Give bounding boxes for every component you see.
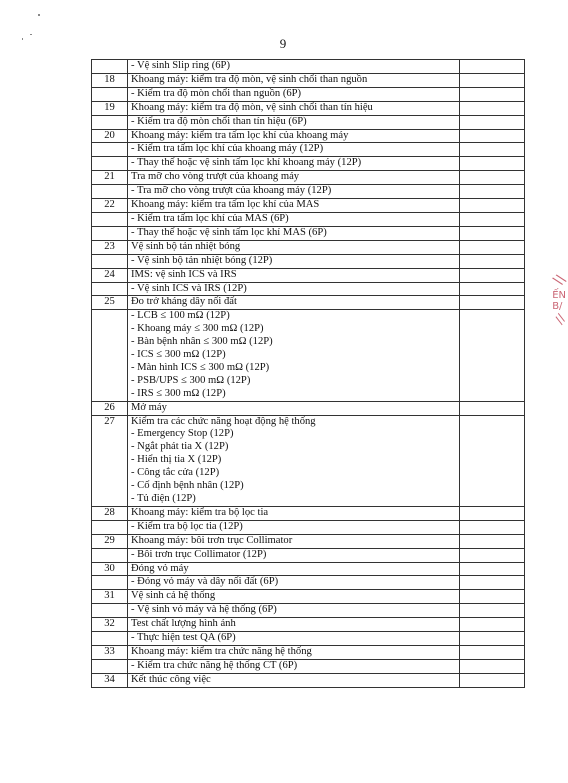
task-description [128,129,460,143]
table-row [92,60,525,74]
task-description [128,604,460,618]
table-row [92,618,525,632]
row-number [92,520,128,534]
task-description [128,240,460,254]
task-line: - Cố định bệnh nhân (12P) [131,480,244,492]
task-line: - Màn hình ICS ≤ 300 mΩ (12P) [131,361,270,373]
stamp-fragment: \\ [550,270,568,290]
row-number: 29 [92,534,128,548]
notes-cell [460,143,525,157]
task-line: - Kiểm tra tấm lọc khí của khoang máy (12P) [131,143,324,155]
task-description [128,534,460,548]
table-row [92,73,525,87]
notes-cell [460,645,525,659]
task-line: Khoang máy: bôi trơn trục Collimator [131,534,293,546]
row-number: 28 [92,506,128,520]
task-line: - Kiểm tra độ mòn chổi than nguồn (6P) [131,87,302,99]
notes-cell [460,632,525,646]
table-row [92,254,525,268]
task-line: - Thực hiện test QA (6P) [131,632,236,644]
scan-speck [22,38,23,40]
row-number: 26 [92,401,128,415]
table-row [92,645,525,659]
task-description [128,254,460,268]
task-line: Khoang máy: kiểm tra bộ lọc tia [131,506,269,518]
table-row [92,673,525,687]
task-line: - Kiểm tra chức năng hệ thống CT (6P) [131,659,298,671]
notes-cell [460,506,525,520]
table-row [92,212,525,226]
task-line: Đóng vỏ máy [131,562,189,574]
table-row [92,576,525,590]
scan-speck [38,14,40,16]
maintenance-checklist-table [91,59,525,688]
task-description [128,212,460,226]
table-row [92,143,525,157]
table-row [92,185,525,199]
table-row [92,632,525,646]
table-row [92,548,525,562]
row-number: 32 [92,618,128,632]
table-row [92,240,525,254]
table-row [92,520,525,534]
notes-cell [460,618,525,632]
notes-cell [460,254,525,268]
row-number [92,310,128,401]
notes-cell [460,576,525,590]
task-line: - Kiểm tra bộ lọc tia (12P) [131,520,243,532]
task-line: - Hiển thị tia X (12P) [131,454,222,466]
row-number: 21 [92,171,128,185]
page-number: 9 [279,36,287,51]
task-line: - Tủ điện (12P) [131,493,196,504]
notes-cell [460,60,525,74]
row-number [92,604,128,618]
task-line: - Vệ sinh ICS và IRS (12P) [131,282,247,294]
row-number [92,659,128,673]
table-row [92,506,525,520]
notes-cell [460,520,525,534]
notes-cell [460,212,525,226]
task-description [128,282,460,296]
table-row [92,401,525,415]
table-row [92,226,525,240]
notes-cell [460,604,525,618]
scan-speck [30,34,32,35]
row-number [92,226,128,240]
task-description [128,401,460,415]
task-line: Mở máy [131,401,167,413]
notes-cell [460,87,525,101]
row-number [92,143,128,157]
task-line: - Vệ sinh Slip ring (6P) [131,60,230,71]
row-number: 30 [92,562,128,576]
task-description [128,60,460,74]
task-line: - Công tắc cửa (12P) [131,467,220,479]
row-number: 20 [92,129,128,143]
table-row [92,268,525,282]
table-row [92,604,525,618]
task-description [128,101,460,115]
row-number [92,157,128,171]
task-line: - Ngắt phát tia X (12P) [131,441,229,453]
task-line: Khoang máy: kiểm tra độ mòn, vệ sinh chổi than nguồn [131,73,368,85]
task-description [128,157,460,171]
row-number [92,254,128,268]
task-description [128,506,460,520]
table-row [92,590,525,604]
task-line: Kết thúc công việc [131,673,211,685]
notes-cell [460,101,525,115]
task-line: Kiểm tra các chức năng hoạt động hệ thống [131,415,316,427]
task-description [128,590,460,604]
task-line: Đo trở kháng dây nối đất [131,296,237,308]
row-number [92,576,128,590]
task-description [128,268,460,282]
task-line: Tra mỡ cho vòng trượt của khoang máy [131,171,300,183]
task-line: - Emergency Stop (12P) [131,428,234,440]
task-description [128,296,460,310]
task-line: - Khoang máy ≤ 300 mΩ (12P) [131,323,264,335]
task-line: Vệ sinh bộ tản nhiệt bóng [131,240,241,252]
task-description [128,645,460,659]
task-description [128,520,460,534]
row-number: 22 [92,199,128,213]
row-number: 24 [92,268,128,282]
notes-cell [460,171,525,185]
notes-cell [460,310,525,401]
row-number: 31 [92,590,128,604]
task-line: Test chất lượng hình ảnh [131,618,236,630]
table-row [92,115,525,129]
row-number: 34 [92,673,128,687]
task-description [128,673,460,687]
task-line: - PSB/UPS ≤ 300 mΩ (12P) [131,374,251,386]
table-row [92,282,525,296]
task-description [128,632,460,646]
notes-cell [460,157,525,171]
task-line: IMS: vệ sinh ICS và IRS [131,268,237,280]
notes-cell [460,73,525,87]
task-description [128,199,460,213]
table-row [92,157,525,171]
row-number [92,87,128,101]
task-line: - Kiểm tra độ mòn chổi than tín hiệu (6P) [131,115,307,127]
notes-cell [460,562,525,576]
table-row [92,296,525,310]
task-line: Khoang máy: kiểm tra chức năng hệ thống [131,645,312,657]
notes-cell [460,659,525,673]
task-line: - Tra mỡ cho vòng trượt của khoang máy (12P) [131,185,332,197]
notes-cell [460,268,525,282]
table-row [92,659,525,673]
task-description [128,143,460,157]
row-number [92,282,128,296]
task-line: - LCB ≤ 100 mΩ (12P) [131,310,230,322]
task-line: - IRS ≤ 300 mΩ (12P) [131,387,226,399]
task-line: - Đóng vỏ máy và dây nối đất (6P) [131,576,279,588]
task-description [128,576,460,590]
task-line: - Thay thế hoặc vệ sinh tấm lọc khí khoang máy (12P) [131,157,362,169]
notes-cell [460,548,525,562]
task-line: - Kiểm tra tấm lọc khí của MAS (6P) [131,212,289,224]
task-line: Khoang máy: kiểm tra tấm lọc khí của khoang máy [131,129,349,141]
task-line: - Bàn bệnh nhân ≤ 300 mΩ (12P) [131,336,273,348]
table-row [92,310,525,401]
row-number: 19 [92,101,128,115]
task-line: - Vệ sinh bộ tản nhiệt bóng (12P) [131,254,273,266]
notes-cell [460,401,525,415]
task-line: - Thay thế hoặc vệ sinh tấm lọc khí MAS (6P) [131,226,327,238]
notes-cell [460,185,525,199]
task-line: - ICS ≤ 300 mΩ (12P) [131,349,226,361]
task-description [128,310,460,401]
notes-cell [460,673,525,687]
table-row [92,534,525,548]
task-line: Vệ sinh cả hệ thống [131,590,216,602]
row-number [92,185,128,199]
notes-cell [460,296,525,310]
notes-cell [460,590,525,604]
row-number: 33 [92,645,128,659]
row-number [92,548,128,562]
table-row [92,199,525,213]
row-number: 27 [92,415,128,506]
notes-cell [460,129,525,143]
stamp-fragment: // [551,311,568,327]
row-number [92,632,128,646]
notes-cell [460,534,525,548]
row-number [92,212,128,226]
notes-cell [460,282,525,296]
task-description [128,73,460,87]
row-number: 18 [92,73,128,87]
task-line: - Bôi trơn trục Collimator (12P) [131,548,267,560]
row-number: 23 [92,240,128,254]
row-number: 25 [92,296,128,310]
task-description [128,87,460,101]
task-line: Khoang máy: kiểm tra tấm lọc khí của MAS [131,199,320,211]
task-description [128,618,460,632]
stamp-fragment: ẾN B/ [552,290,566,312]
task-line: - Vệ sinh vỏ máy và hệ thống (6P) [131,604,277,616]
notes-cell [460,240,525,254]
row-number [92,115,128,129]
task-description [128,562,460,576]
row-number [92,60,128,74]
table-row [92,415,525,506]
notes-cell [460,115,525,129]
task-description [128,115,460,129]
table-row [92,87,525,101]
notes-cell [460,199,525,213]
task-description [128,659,460,673]
task-description [128,171,460,185]
table-row [92,562,525,576]
table-row [92,171,525,185]
task-description [128,548,460,562]
task-description [128,185,460,199]
notes-cell [460,415,525,506]
table-row [92,101,525,115]
notes-cell [460,226,525,240]
task-description [128,415,460,506]
task-description [128,226,460,240]
table-row [92,129,525,143]
task-line: Khoang máy: kiểm tra độ mòn, vệ sinh chổi than tín hiệu [131,101,373,113]
